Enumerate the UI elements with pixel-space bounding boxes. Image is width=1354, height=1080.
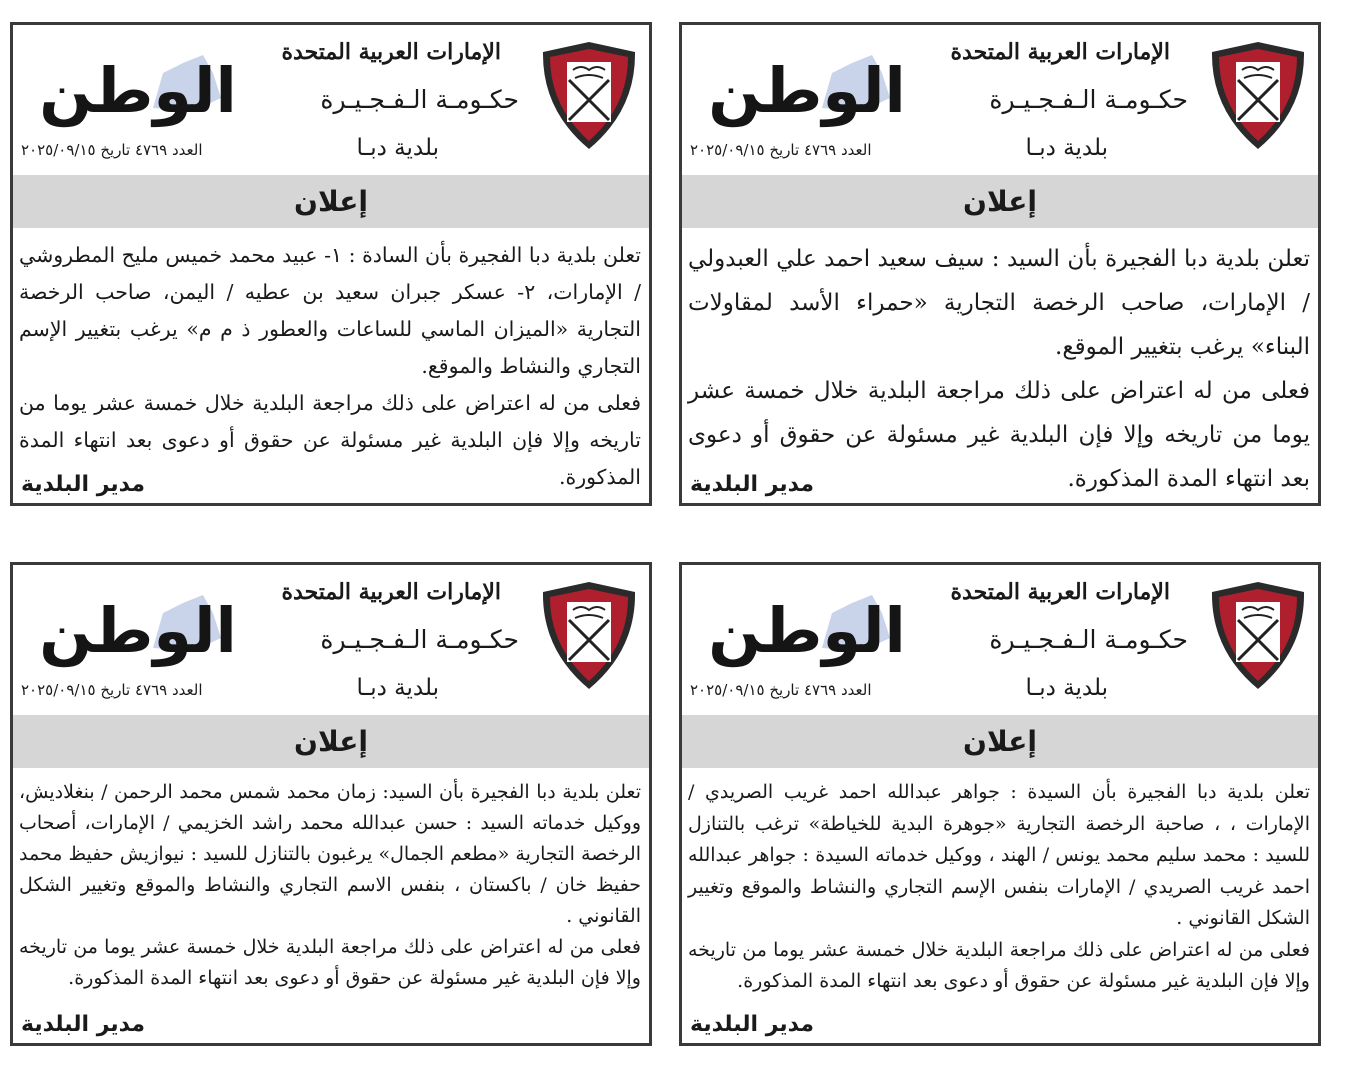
newspaper-name: الوطن [39, 594, 237, 667]
notice-header [13, 565, 649, 715]
notice-body [688, 237, 1310, 501]
notice-body [19, 777, 641, 994]
newspaper-logo [33, 47, 253, 135]
notice-header [13, 25, 649, 175]
country-name: الإمارات العربية المتحدة [281, 39, 501, 65]
issue-line: العدد ٤٧٦٩ تاريخ ٢٠٢٥/٠٩/١٥ [690, 141, 872, 159]
issue-line: العدد ٤٧٦٩ تاريخ ٢٠٢٥/٠٩/١٥ [21, 681, 203, 699]
newspaper-name: الوطن [39, 54, 237, 127]
signature: مدير البلدية [690, 472, 815, 497]
newspaper-logo [702, 47, 922, 135]
notice-header [682, 25, 1318, 175]
newspaper-name: الوطن [708, 594, 906, 667]
notice-title: إعلان [682, 175, 1318, 228]
notice-paragraph: تعلن بلدية دبا الفجيرة بأن السادة : ١- عبيد محمد خميس مليح المطروشي / الإمارات، ٢- عسكر جبران سعيد بن عطيه / اليمن، صاحب الرخصة التجارية «الميزان الماسي للساعات والعطور ذ م م» يرغب بتغيير الإسم التجاري والنشاط والموقع. [19, 243, 642, 378]
issue-line: العدد ٤٧٦٩ تاريخ ٢٠٢٥/٠٩/١٥ [21, 141, 203, 159]
notice-title: إعلان [13, 715, 649, 768]
municipality-name: بلدية دبـا [1025, 675, 1108, 701]
fujairah-government-crest-icon [539, 580, 639, 692]
country-name: الإمارات العربية المتحدة [281, 579, 501, 605]
notice-paragraph: فعلى من له اعتراض على ذلك مراجعة البلدية خلال خمسة عشر يوما من تاريخه وإلا فإن البلدية غير مسئولة عن حقوق أو دعوى بعد انتهاء المدة المذكورة. [688, 378, 1310, 492]
municipality-name: بلدية دبـا [356, 135, 439, 161]
notice-paragraph: فعلى من له اعتراض على ذلك مراجعة البلدية خلال خمسة عشر يوما من تاريخه وإلا فإن البلدية غير مسئولة عن حقوق أو دعوى بعد انتهاء المدة المذكورة. [19, 391, 641, 489]
notice-card [679, 562, 1321, 1046]
notice-paragraph: تعلن بلدية دبا الفجيرة بأن السيدة : جواهر عبدالله احمد غريب الصريدي / الإمارات ، ، صاحبة الرخصة التجارية «جوهرة البدية للخياطة» ترغب بالتنازل للسيد : محمد سليم محمد يونس / الهند ، ووكيل خدماته السيدة : جواهر عبدالله احمد غريب الصريدي / الإمارات بنفس الإسم التجاري والنشاط والموقع وتغيير الشكل القانوني . [688, 781, 1310, 929]
municipality-name: بلدية دبـا [1025, 135, 1108, 161]
government-name: حكـومـة الـفـجـيـرة [989, 625, 1188, 654]
notice-paragraph: فعلى من له اعتراض على ذلك مراجعة البلدية خلال خمسة عشر يوما من تاريخه وإلا فإن البلدية غير مسئولة عن حقوق أو دعوى بعد انتهاء المدة المذكورة. [688, 938, 1310, 992]
newspaper-logo [702, 587, 922, 675]
country-name: الإمارات العربية المتحدة [950, 579, 1170, 605]
notice-card [10, 22, 652, 506]
notice-card [10, 562, 652, 1046]
notice-card [679, 22, 1321, 506]
municipality-name: بلدية دبـا [356, 675, 439, 701]
notice-header [682, 565, 1318, 715]
notice-title: إعلان [682, 715, 1318, 768]
notice-paragraph: تعلن بلدية دبا الفجيرة بأن السيد : سيف سعيد احمد علي العبدولي / الإمارات، صاحب الرخصة التجارية «حمراء الأسد لمقاولات البناء» يرغب بتغيير الموقع. [688, 246, 1310, 360]
fujairah-government-crest-icon [1208, 40, 1308, 152]
signature: مدير البلدية [21, 1012, 146, 1037]
fujairah-government-crest-icon [1208, 580, 1308, 692]
issue-line: العدد ٤٧٦٩ تاريخ ٢٠٢٥/٠٩/١٥ [690, 681, 872, 699]
signature: مدير البلدية [690, 1012, 815, 1037]
newspaper-logo [33, 587, 253, 675]
notice-title: إعلان [13, 175, 649, 228]
notice-paragraph: فعلى من له اعتراض على ذلك مراجعة البلدية خلال خمسة عشر يوما من تاريخه وإلا فإن البلدية غير مسئولة عن حقوق أو دعوى بعد انتهاء المدة المذكورة. [19, 936, 641, 989]
fujairah-government-crest-icon [539, 40, 639, 152]
government-name: حكـومـة الـفـجـيـرة [320, 625, 519, 654]
notice-paragraph: تعلن بلدية دبا الفجيرة بأن السيد: زمان محمد شمس محمد الرحمن / بنغلاديش، ووكيل خدماته السيد : حسن عبدالله محمد راشد الخزيمي / الإمارات، أصحاب الرخصة التجارية «مطعم الجمال» يرغبون بالتنازل للسيد : نيوازيش حفيظ محمد حفيظ خان / باكستان ، بنفس الاسم التجاري والنشاط والموقع وتغيير الشكل القانوني . [19, 781, 641, 927]
notice-body [688, 777, 1310, 998]
notice-body [19, 237, 641, 496]
government-name: حكـومـة الـفـجـيـرة [989, 85, 1188, 114]
newspaper-name: الوطن [708, 54, 906, 127]
government-name: حكـومـة الـفـجـيـرة [320, 85, 519, 114]
signature: مدير البلدية [21, 472, 146, 497]
country-name: الإمارات العربية المتحدة [950, 39, 1170, 65]
